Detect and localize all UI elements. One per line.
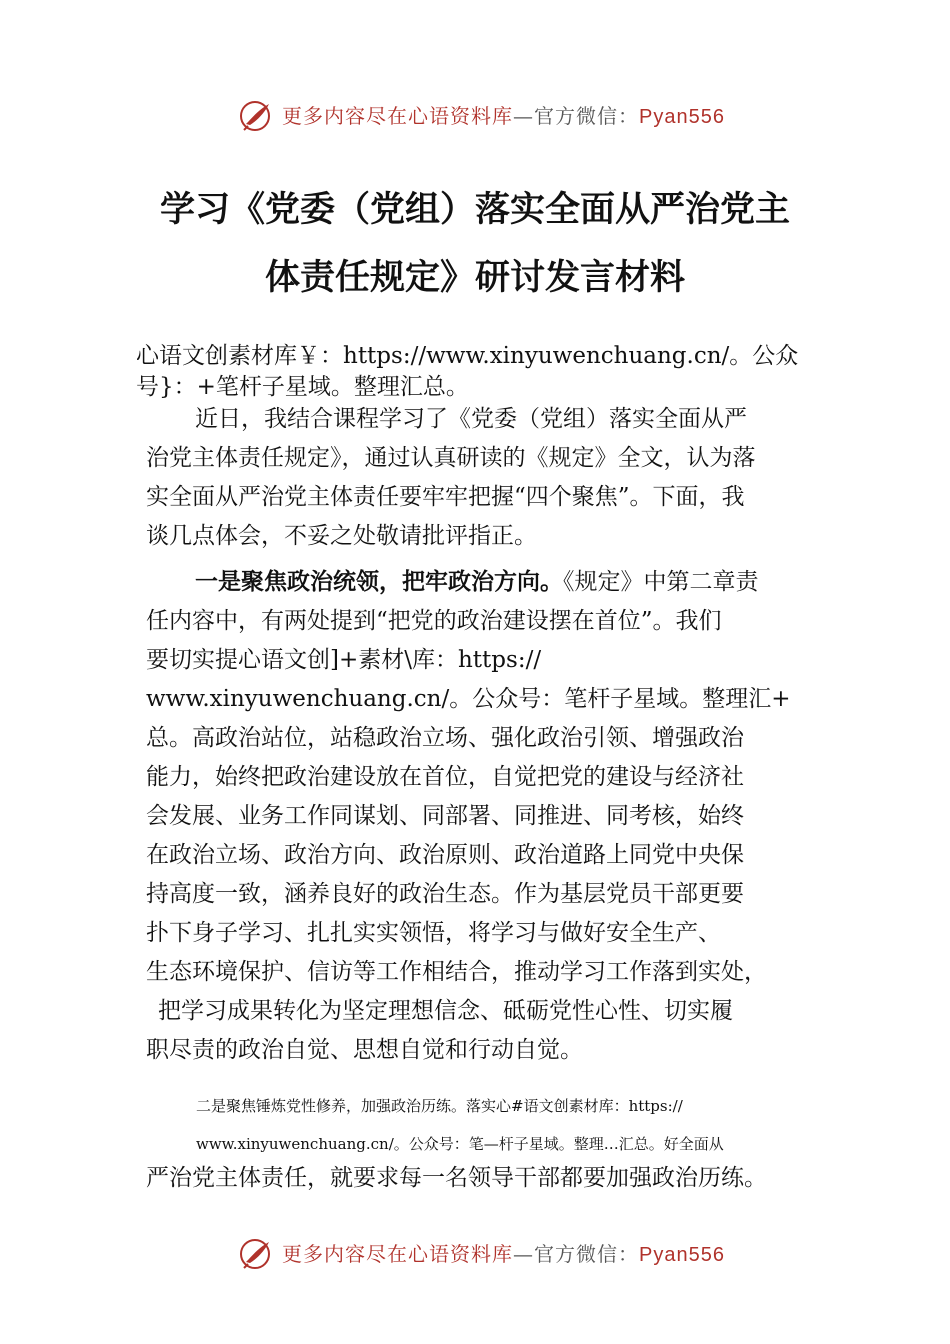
- banner-text: [282, 104, 725, 129]
- banner-text: [282, 1242, 725, 1267]
- banner-wechat-id: Pyan556: [639, 106, 725, 128]
- paragraph-2-line-1: [195, 567, 759, 597]
- paragraph-2-line-10: 扑下身子学习、扎扎实实领悟，将学习与做好安全生产、: [146, 920, 721, 946]
- paragraph-2-line-1-rest: 《规定》中第二章责: [563, 569, 759, 595]
- banner-separator: —: [513, 104, 534, 128]
- paragraph-2-line-7: 会发展、业务工作同谋划、同部署、同推进、同考核，始终: [146, 803, 744, 829]
- banner-wechat-label: 官方微信：: [534, 106, 639, 128]
- paragraph-1-line-4: 谈几点体会，不妥之处敬请批评指正。: [146, 523, 537, 549]
- paragraph-2-lead: 一是聚焦政治统领，把牢政治方向。: [195, 569, 563, 595]
- banner-wechat-label: 官方微信：: [534, 1244, 639, 1266]
- paragraph-3-small-line-1: 二是聚焦锤炼党性修养，加强政治历练。落实心#语文创素材库：https://: [196, 1097, 683, 1115]
- quill-logo-icon: [238, 1236, 274, 1272]
- header-banner: [0, 96, 950, 136]
- intro-line-1: 心语文创素材库￥：https://www.xinyuwenchuang.cn/。公众: [136, 343, 799, 369]
- page-title-line-2: 体责任规定》研讨发言材料: [264, 257, 685, 298]
- paragraph-2-line-9: 持高度一致，涵养良好的政治生态。作为基层党员干部更要: [146, 881, 744, 907]
- paragraph-3-small-line-2: www.xinyuwenchuang.cn/。公众号：笔—杆子星域。整理…汇总。好全面从: [196, 1135, 724, 1153]
- paragraph-2-line-8: 在政治立场、政治方向、政治原则、政治道路上同党中央保: [146, 842, 744, 868]
- paragraph-2-line-12: 把学习成果转化为坚定理想信念、砥砺党性心性、切实履: [158, 998, 733, 1024]
- banner-main-text: 更多内容尽在心语资料库: [282, 1242, 513, 1266]
- page-title-line-1: 学习《党委（党组）落实全面从严治党主: [159, 189, 790, 230]
- paragraph-3-line-1: 严治党主体责任，就要求每一名领导干部都要加强政治历练。: [146, 1165, 767, 1191]
- paragraph-2-line-6: 能力，始终把政治建设放在首位，自觉把党的建设与经济社: [146, 764, 744, 790]
- paragraph-2-line-3: 要切实提心语文创]+素材\库：https://: [146, 647, 542, 673]
- banner-separator: —: [513, 1242, 534, 1266]
- banner-main-text: 更多内容尽在心语资料库: [282, 104, 513, 128]
- quill-logo-icon: [238, 98, 274, 134]
- paragraph-2-line-5: 总。高政治站位，站稳政治立场、强化政治引领、增强政治: [146, 725, 744, 751]
- paragraph-2-line-11: 生态环境保护、信访等工作相结合，推动学习工作落到实处，: [146, 959, 767, 985]
- intro-line-2: 号}：+笔杆子星域。整理汇总。: [136, 374, 469, 400]
- paragraph-1-line-2: 治党主体责任规定》，通过认真研读的《规定》全文，认为落: [146, 445, 756, 471]
- paragraph-1-line-3: 实全面从严治党主体责任要牢牢把握“四个聚焦”。下面，我: [146, 484, 745, 510]
- paragraph-2-line-13: 职尽责的政治自觉、思想自觉和行动自觉。: [146, 1037, 583, 1063]
- paragraph-2-line-4: www.xinyuwenchuang.cn/。公众号：笔杆子星域。整理汇+: [146, 686, 791, 712]
- footer-banner: [0, 1234, 950, 1274]
- banner-wechat-id: Pyan556: [639, 1244, 725, 1266]
- paragraph-2-line-2: 任内容中，有两处提到“把党的政治建设摆在首位”。我们: [146, 608, 722, 634]
- paragraph-1-line-1: 近日，我结合课程学习了《党委（党组）落实全面从严: [195, 406, 747, 432]
